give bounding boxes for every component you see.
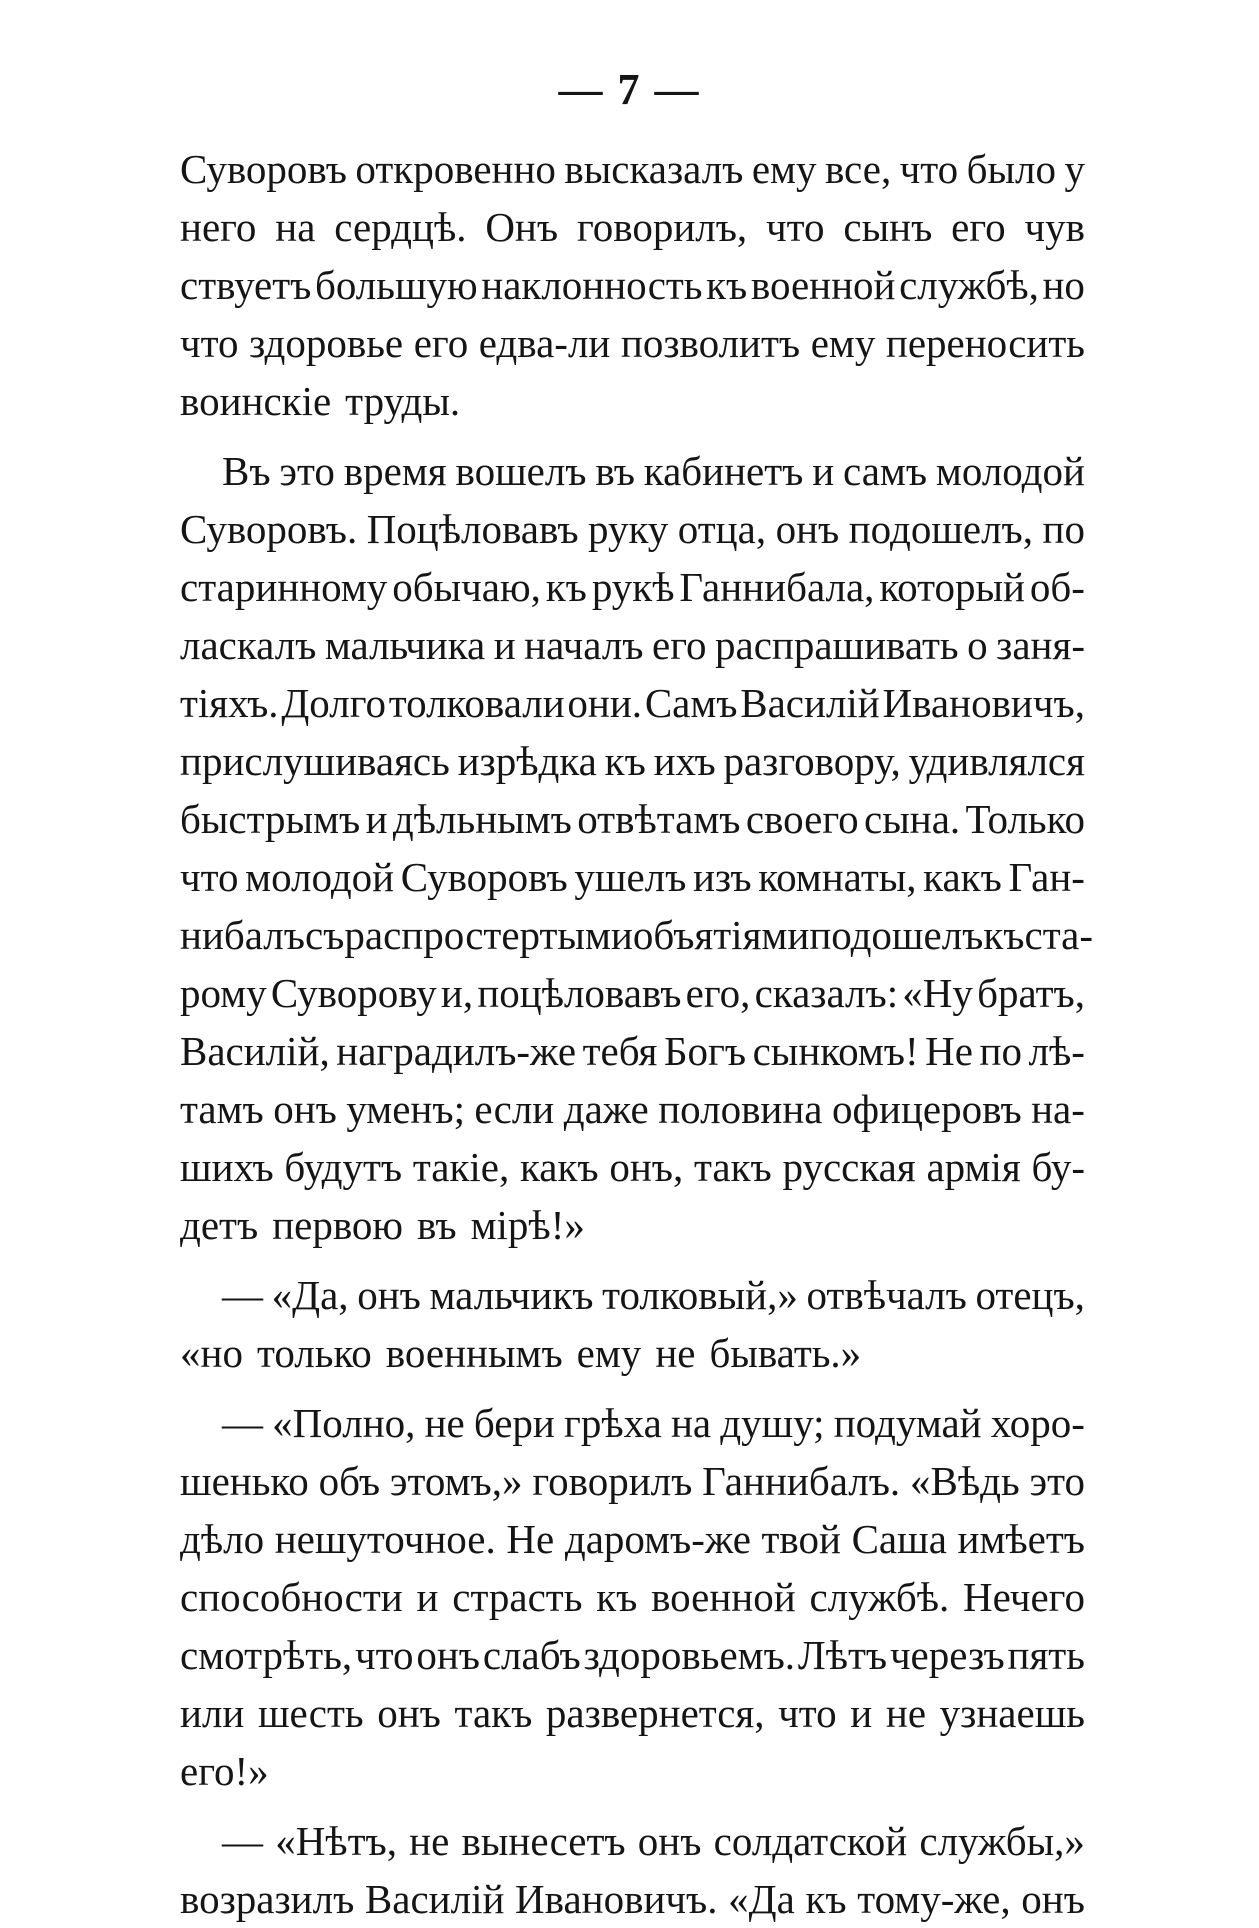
text-line: что здоровье его едва-ли позволитъ ему переносить bbox=[180, 320, 1085, 366]
text-line: тамъ онъ уменъ; если даже половина офицеровъ на- bbox=[180, 1086, 1085, 1132]
text-line: ствуетъ большую наклонность къ военной службѣ, но bbox=[180, 262, 1085, 308]
body-text bbox=[180, 140, 1093, 1928]
text-line: Суворовъ откровенно высказалъ ему все, что было у bbox=[180, 146, 1085, 192]
paragraph-gap bbox=[180, 1800, 1085, 1812]
text-line: прислушиваясь изрѣдка къ ихъ разговору, удивлялся bbox=[180, 738, 1085, 784]
paragraph bbox=[180, 1812, 1085, 1928]
text-line: возразилъ Василій Ивановичъ. «Да къ тому-же, онъ bbox=[180, 1876, 1085, 1922]
text-line: — «Да, онъ мальчикъ толковый,» отвѣчалъ отецъ, bbox=[222, 1272, 1085, 1318]
text-line: смотрѣть, что онъ слабъ здоровьемъ. Лѣтъ черезъ пять bbox=[180, 1632, 1085, 1678]
text-line: шихъ будутъ такіе, какъ онъ, такъ русская армія бу- bbox=[180, 1144, 1085, 1190]
text-line: детъ первою въ мірѣ!» bbox=[180, 1202, 585, 1248]
text-line: его!» bbox=[180, 1748, 269, 1794]
text-line: или шесть онъ такъ развернется, что и не узнаешь bbox=[180, 1690, 1085, 1736]
paragraph-gap bbox=[180, 1254, 1085, 1266]
text-line: воинскіе труды. bbox=[180, 378, 461, 424]
page-number: — 7 — bbox=[558, 65, 701, 114]
paragraph bbox=[180, 140, 1085, 430]
text-line: тіяхъ. Долго толковали они. Самъ Василій Ивановичъ, bbox=[180, 680, 1085, 726]
text-line: него на сердцѣ. Онъ говорилъ, что сынъ его чув bbox=[180, 204, 1085, 250]
text-line: — «Нѣтъ, не вынесетъ онъ солдатской службы,» bbox=[222, 1818, 1085, 1864]
text-line: Суворовъ. Поцѣловавъ руку отца, онъ подошелъ, по bbox=[180, 506, 1085, 552]
text-line: дѣло нешуточное. Не даромъ-же твой Саша имѣетъ bbox=[180, 1516, 1085, 1562]
text-line: рому Суворову и, поцѣловавъ его, сказалъ: «Ну братъ, bbox=[180, 970, 1085, 1016]
paragraph-gap bbox=[180, 1382, 1085, 1394]
text-line: — «Полно, не бери грѣха на душу; подумай хоро- bbox=[222, 1400, 1085, 1446]
text-line: Василій, наградилъ-же тебя Богъ сынкомъ! Не по лѣ- bbox=[180, 1028, 1085, 1074]
text-line: что молодой Суворовъ ушелъ изъ комнаты, какъ Ган- bbox=[180, 854, 1085, 900]
text-line: Въ это время вошелъ въ кабинетъ и самъ молодой bbox=[222, 448, 1085, 494]
text-line: старинному обычаю, къ рукѣ Ганнибала, который об- bbox=[180, 564, 1085, 610]
paragraph bbox=[180, 1394, 1085, 1800]
text-line: ласкалъ мальчика и началъ его распрашивать о заня- bbox=[180, 622, 1085, 668]
paragraph-gap bbox=[180, 430, 1085, 442]
text-line: шенько объ этомъ,» говорилъ Ганнибалъ. «Вѣдь это bbox=[180, 1458, 1085, 1504]
paragraph bbox=[180, 442, 1093, 1254]
text-line: нибалъ съ распростертыми объятіями подошелъ къ ста- bbox=[180, 912, 1093, 958]
text-line: быстрымъ и дѣльнымъ отвѣтамъ своего сына. Только bbox=[180, 796, 1085, 842]
text-line: способности и страсть къ военной службѣ. Нечего bbox=[180, 1574, 1085, 1620]
text-line: «но только военнымъ ему не бывать.» bbox=[180, 1330, 862, 1376]
paragraph bbox=[180, 1266, 1085, 1382]
